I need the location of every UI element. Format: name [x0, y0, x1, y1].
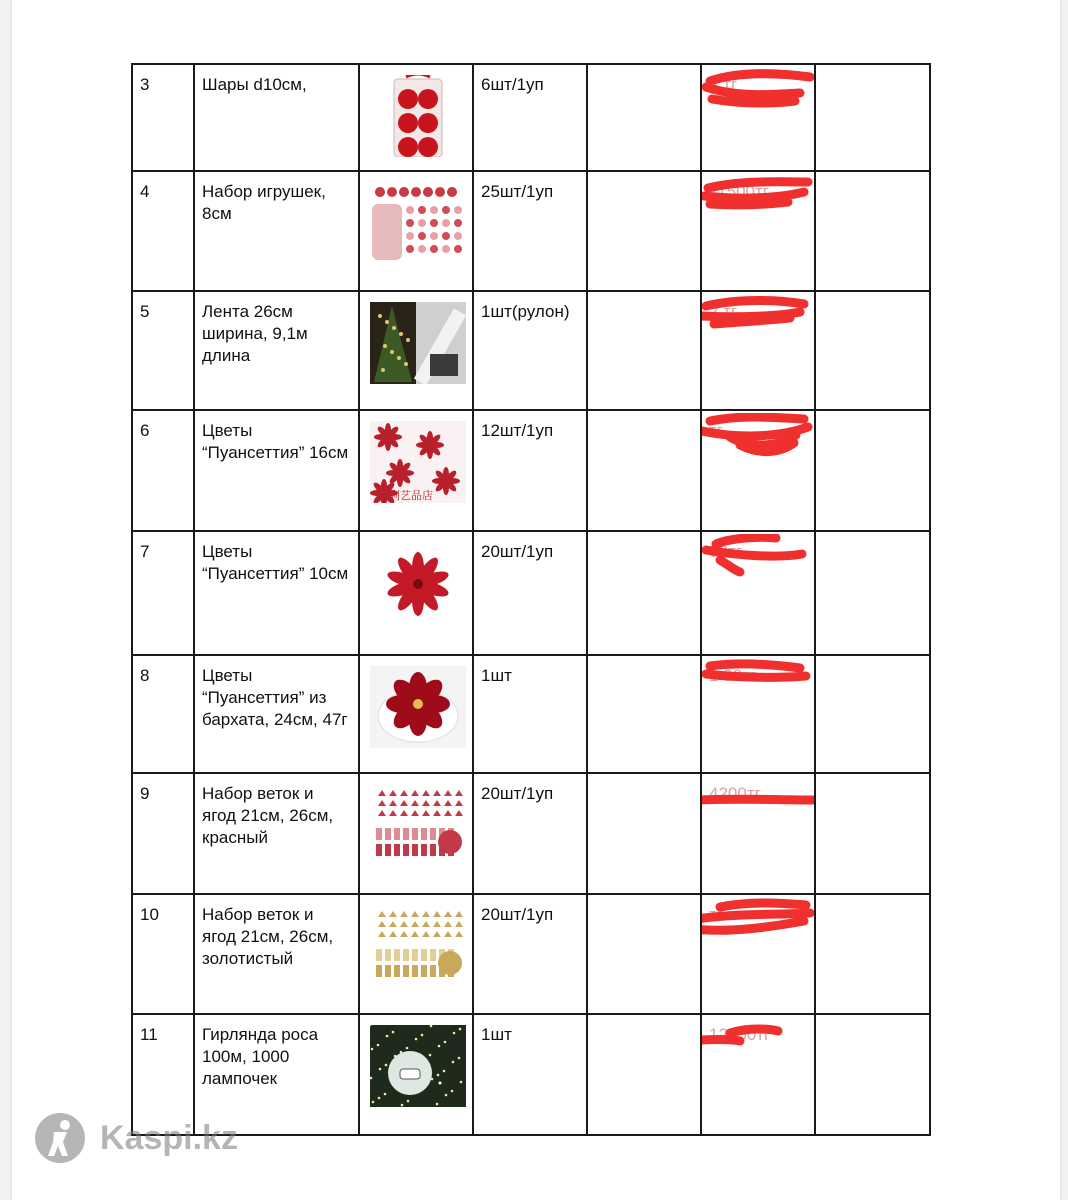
row-number: 8	[132, 655, 194, 773]
product-image-poinsettia-flower-small	[370, 542, 466, 624]
product-image-velvet-poinsettia	[370, 666, 466, 748]
empty-cell	[587, 894, 701, 1014]
product-image-cell	[359, 773, 473, 894]
product-image-ornament-toy-set	[370, 182, 466, 264]
empty-cell	[587, 1014, 701, 1135]
empty-cell	[587, 64, 701, 171]
empty-cell	[815, 64, 930, 171]
quantity: 25шт/1уп	[473, 171, 587, 291]
product-name: Набор игрушек, 8см	[194, 171, 359, 291]
empty-cell	[587, 291, 701, 410]
empty-cell	[815, 894, 930, 1014]
product-name: Цветы “Пуансеттия” из бархата, 24см, 47г	[194, 655, 359, 773]
price-cell	[701, 291, 815, 410]
price-cell	[701, 410, 815, 531]
empty-cell	[815, 773, 930, 894]
empty-cell	[587, 531, 701, 655]
product-name: Цветы “Пуансеттия” 16см	[194, 410, 359, 531]
product-name: Лента 26см ширина, 9,1м длина	[194, 291, 359, 410]
quantity: 6шт/1уп	[473, 64, 587, 171]
product-image-poinsettia-flowers-pack	[370, 421, 466, 503]
product-image-cell	[359, 1014, 473, 1135]
product-image-dew-garland-lights	[370, 1025, 466, 1107]
price-value: 3 тг	[709, 75, 738, 94]
price-cell	[701, 655, 815, 773]
table-row	[132, 171, 930, 291]
empty-cell	[815, 291, 930, 410]
row-number: 7	[132, 531, 194, 655]
product-image-cell	[359, 894, 473, 1014]
price-cell	[701, 773, 815, 894]
table-row	[132, 773, 930, 894]
price-cell	[701, 531, 815, 655]
quantity: 20шт/1уп	[473, 894, 587, 1014]
quantity: 1шт(рулон)	[473, 291, 587, 410]
row-number: 10	[132, 894, 194, 1014]
table-row	[132, 531, 930, 655]
product-name: Набор веток и ягод 21см, 26см, красный	[194, 773, 359, 894]
price-value: тг	[709, 905, 723, 924]
product-image-cell	[359, 410, 473, 531]
price-value: 12850тг	[709, 1025, 771, 1044]
quantity: 1шт	[473, 1014, 587, 1135]
product-name: Шары d10см,	[194, 64, 359, 171]
table-row	[132, 291, 930, 410]
quantity: 20шт/1уп	[473, 531, 587, 655]
product-image-ribbon-roll-tree	[370, 302, 466, 384]
product-image-red-berry-branches	[370, 784, 466, 866]
price-value: 00тг	[709, 542, 742, 561]
price-value: 2 тг	[709, 302, 738, 321]
row-number: 4	[132, 171, 194, 291]
product-image-cell	[359, 64, 473, 171]
empty-cell	[815, 655, 930, 773]
product-name: Гирлянда роса 100м, 1000 лампочек	[194, 1014, 359, 1135]
table-row	[132, 64, 930, 171]
table-row	[132, 894, 930, 1014]
empty-cell	[587, 171, 701, 291]
product-image-cell	[359, 171, 473, 291]
price-cell	[701, 64, 815, 171]
price-value: тг	[709, 421, 723, 440]
price-cell	[701, 894, 815, 1014]
row-number: 6	[132, 410, 194, 531]
quantity: 20шт/1уп	[473, 773, 587, 894]
price-value: 1 00тг	[709, 666, 757, 685]
quantity: 1шт	[473, 655, 587, 773]
empty-cell	[587, 773, 701, 894]
empty-cell	[815, 171, 930, 291]
price-cell	[701, 171, 815, 291]
watermark-text: Kaspi.kz	[100, 1118, 238, 1157]
table-row	[132, 655, 930, 773]
row-number: 5	[132, 291, 194, 410]
product-image-gold-berry-branches	[370, 905, 466, 987]
product-image-cell	[359, 531, 473, 655]
price-value: 11500тг	[709, 182, 769, 201]
product-name: Цветы “Пуансеттия” 10см	[194, 531, 359, 655]
empty-cell	[815, 410, 930, 531]
product-name: Набор веток и ягод 21см, 26см, золотистый	[194, 894, 359, 1014]
product-image-cell	[359, 655, 473, 773]
kaspi-logo-icon	[34, 1112, 86, 1164]
table-row	[132, 410, 930, 531]
price-value: 4200тг	[709, 784, 761, 803]
quantity: 12шт/1уп	[473, 410, 587, 531]
product-image-red-ball-ornaments-box	[370, 75, 466, 157]
empty-cell	[815, 1014, 930, 1135]
product-image-cell	[359, 291, 473, 410]
empty-cell	[587, 655, 701, 773]
svg-text:万利艺品店: 万利艺品店	[378, 489, 433, 502]
empty-cell	[815, 531, 930, 655]
row-number: 11	[132, 1014, 194, 1135]
price-cell	[701, 1014, 815, 1135]
row-number: 3	[132, 64, 194, 171]
empty-cell	[587, 410, 701, 531]
row-number: 9	[132, 773, 194, 894]
items-table	[131, 63, 931, 1136]
kaspi-watermark	[34, 1108, 274, 1168]
